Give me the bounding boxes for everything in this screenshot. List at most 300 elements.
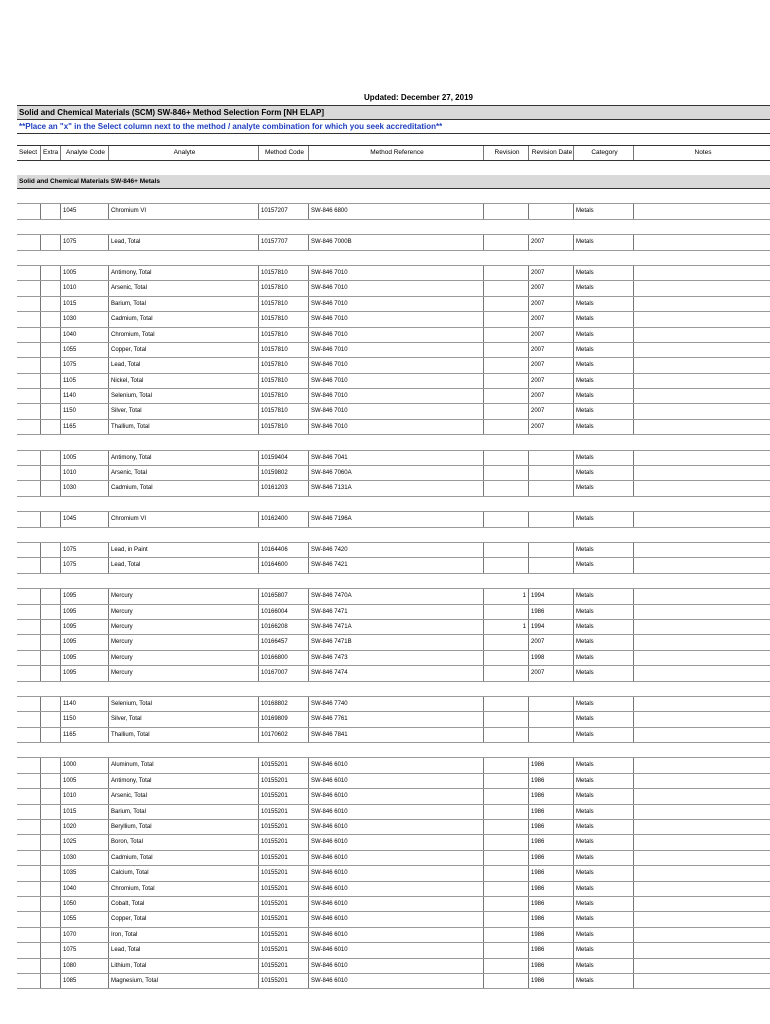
table-row [17,820,770,835]
revision-date-cell: 2007 [529,343,574,357]
method-code-cell: 10155201 [259,774,309,788]
method-reference-cell: SW-846 6010 [309,789,484,803]
method-code-cell: 10169809 [259,712,309,726]
blank-row [17,743,770,758]
method-reference-cell: SW-846 6010 [309,758,484,772]
col-header-category: Category [574,146,634,160]
select-cell[interactable] [17,866,41,880]
extra-cell [41,851,61,865]
method-reference-cell: SW-846 6010 [309,882,484,896]
method-reference-cell: SW-846 6800 [309,204,484,218]
notes-cell [634,266,770,280]
select-cell[interactable] [17,312,41,326]
select-cell[interactable] [17,897,41,911]
select-cell[interactable] [17,820,41,834]
analyte-cell: Cadmium, Total [109,851,259,865]
analyte-code-cell: 1000 [61,758,109,772]
select-cell[interactable] [17,789,41,803]
table-row [17,974,770,989]
analyte-cell: Mercury [109,605,259,619]
analyte-code-cell: 1030 [61,481,109,495]
category-cell: Metals [574,882,634,896]
revision-cell [484,374,529,388]
table-row [17,297,770,312]
extra-cell [41,820,61,834]
select-cell[interactable] [17,620,41,634]
select-cell[interactable] [17,558,41,572]
method-code-cell: 10157810 [259,312,309,326]
blank-row [17,251,770,266]
blank-row [17,189,770,204]
col-header-method-code: Method Code [259,146,309,160]
method-reference-cell: SW-846 6010 [309,897,484,911]
table-row [17,558,770,573]
revision-date-cell: 1986 [529,912,574,926]
table-row [17,651,770,666]
revision-cell [484,451,529,465]
method-code-cell: 10157810 [259,404,309,418]
category-cell: Metals [574,281,634,295]
select-cell[interactable] [17,204,41,218]
select-cell[interactable] [17,589,41,603]
revision-cell [484,404,529,418]
select-cell[interactable] [17,281,41,295]
select-cell[interactable] [17,712,41,726]
category-cell: Metals [574,712,634,726]
analyte-code-cell: 1040 [61,882,109,896]
method-code-cell: 10155201 [259,912,309,926]
blank-row [17,528,770,543]
category-cell: Metals [574,466,634,480]
analyte-cell: Iron, Total [109,928,259,942]
analyte-cell: Mercury [109,635,259,649]
spacer-row [17,133,770,145]
analyte-cell: Mercury [109,666,259,680]
method-reference-cell: SW-846 7010 [309,404,484,418]
notes-cell [634,466,770,480]
extra-cell [41,374,61,388]
notes-cell [634,697,770,711]
category-cell: Metals [574,589,634,603]
method-reference-cell: SW-846 6010 [309,912,484,926]
notes-cell [634,897,770,911]
analyte-code-cell: 1080 [61,959,109,973]
section-header: Solid and Chemical Materials SW-846+ Metals [17,175,770,189]
revision-date-cell: 1986 [529,866,574,880]
method-reference-cell: SW-846 7474 [309,666,484,680]
analyte-cell: Mercury [109,651,259,665]
method-code-cell: 10155201 [259,897,309,911]
select-cell[interactable] [17,297,41,311]
analyte-code-cell: 1105 [61,374,109,388]
table-row [17,343,770,358]
select-cell[interactable] [17,374,41,388]
table-row [17,635,770,650]
analyte-cell: Lead, Total [109,943,259,957]
notes-cell [634,297,770,311]
analyte-cell: Antimony, Total [109,266,259,280]
method-code-cell: 10155201 [259,851,309,865]
analyte-cell: Cadmium, Total [109,481,259,495]
analyte-cell: Arsenic, Total [109,466,259,480]
analyte-code-cell: 1140 [61,697,109,711]
notes-cell [634,620,770,634]
table-row [17,312,770,327]
analyte-cell: Barium, Total [109,805,259,819]
analyte-code-cell: 1095 [61,605,109,619]
revision-cell [484,281,529,295]
method-code-cell: 10155201 [259,974,309,988]
col-header-analyte-code: Analyte Code [61,146,109,160]
extra-cell [41,620,61,634]
extra-cell [41,404,61,418]
method-reference-cell: SW-846 7841 [309,728,484,742]
select-cell[interactable] [17,543,41,557]
analyte-code-cell: 1055 [61,343,109,357]
table-row [17,389,770,404]
select-cell[interactable] [17,835,41,849]
select-cell[interactable] [17,389,41,403]
category-cell: Metals [574,512,634,526]
analyte-code-cell: 1150 [61,712,109,726]
method-code-cell: 10166457 [259,635,309,649]
select-cell[interactable] [17,758,41,772]
analyte-cell: Lead, Total [109,558,259,572]
method-code-cell: 10170602 [259,728,309,742]
analyte-cell: Lead, Total [109,235,259,249]
select-cell[interactable] [17,481,41,495]
revision-date-cell: 2007 [529,266,574,280]
revision-cell [484,912,529,926]
notes-cell [634,235,770,249]
method-code-cell: 10155201 [259,959,309,973]
select-cell[interactable] [17,728,41,742]
revision-date-cell: 2007 [529,666,574,680]
select-cell[interactable] [17,882,41,896]
extra-cell [41,358,61,372]
revision-cell [484,805,529,819]
notes-cell [634,312,770,326]
category-cell: Metals [574,866,634,880]
analyte-cell: Arsenic, Total [109,281,259,295]
blank-row [17,435,770,450]
category-cell: Metals [574,558,634,572]
category-cell: Metals [574,266,634,280]
table-row [17,589,770,604]
notes-cell [634,374,770,388]
notes-cell [634,835,770,849]
method-reference-cell: SW-846 7010 [309,328,484,342]
analyte-cell: Copper, Total [109,343,259,357]
method-code-cell: 10155201 [259,789,309,803]
extra-cell [41,882,61,896]
notes-cell [634,204,770,218]
method-reference-cell: SW-846 7471A [309,620,484,634]
table-row [17,481,770,496]
revision-date-cell: 2007 [529,235,574,249]
extra-cell [41,235,61,249]
analyte-cell: Cadmium, Total [109,312,259,326]
select-cell[interactable] [17,851,41,865]
extra-cell [41,866,61,880]
notes-cell [634,404,770,418]
analyte-code-cell: 1070 [61,928,109,942]
revision-date-cell: 2007 [529,328,574,342]
notes-cell [634,974,770,988]
select-cell[interactable] [17,959,41,973]
blank-row [17,682,770,697]
table-row [17,512,770,527]
method-reference-cell: SW-846 6010 [309,774,484,788]
revision-cell [484,835,529,849]
select-cell[interactable] [17,928,41,942]
category-cell: Metals [574,235,634,249]
analyte-cell: Antimony, Total [109,451,259,465]
col-header-method-reference: Method Reference [309,146,484,160]
table-row [17,866,770,881]
extra-cell [41,651,61,665]
revision-cell [484,866,529,880]
method-reference-cell: SW-846 7060A [309,466,484,480]
method-reference-cell: SW-846 6010 [309,959,484,973]
notes-cell [634,543,770,557]
analyte-cell: Lithium, Total [109,959,259,973]
revision-cell [484,666,529,680]
revision-cell [484,651,529,665]
notes-cell [634,389,770,403]
table-row [17,712,770,727]
table-body [17,204,770,989]
select-cell[interactable] [17,666,41,680]
revision-cell [484,266,529,280]
analyte-code-cell: 1005 [61,266,109,280]
analyte-cell: Arsenic, Total [109,789,259,803]
select-cell[interactable] [17,451,41,465]
method-reference-cell: SW-846 6010 [309,805,484,819]
revision-date-cell: 1986 [529,943,574,957]
method-code-cell: 10157810 [259,389,309,403]
table-row [17,605,770,620]
spreadsheet [17,91,770,989]
analyte-cell: Nickel, Total [109,374,259,388]
notes-cell [634,758,770,772]
method-code-cell: 10155201 [259,943,309,957]
revision-date-cell [529,481,574,495]
revision-date-cell: 1986 [529,789,574,803]
revision-date-cell: 2007 [529,420,574,434]
analyte-code-cell: 1140 [61,389,109,403]
method-reference-cell: SW-846 6010 [309,943,484,957]
analyte-cell: Barium, Total [109,297,259,311]
select-cell[interactable] [17,605,41,619]
revision-date-cell: 1986 [529,959,574,973]
extra-cell [41,512,61,526]
select-cell[interactable] [17,266,41,280]
category-cell: Metals [574,928,634,942]
analyte-cell: Copper, Total [109,912,259,926]
col-header-select: Select [17,146,41,160]
updated-date: Updated: December 27, 2019 [364,93,473,102]
category-cell: Metals [574,697,634,711]
analyte-cell: Selenium, Total [109,389,259,403]
select-cell[interactable] [17,420,41,434]
select-cell[interactable] [17,235,41,249]
select-cell[interactable] [17,328,41,342]
extra-cell [41,974,61,988]
analyte-cell: Lead, Total [109,358,259,372]
extra-cell [41,543,61,557]
revision-cell: 1 [484,620,529,634]
method-code-cell: 10167007 [259,666,309,680]
method-reference-cell: SW-846 7420 [309,543,484,557]
table-row [17,543,770,558]
table-row [17,204,770,219]
category-cell: Metals [574,974,634,988]
notes-cell [634,820,770,834]
select-cell[interactable] [17,635,41,649]
category-cell: Metals [574,912,634,926]
select-cell[interactable] [17,404,41,418]
revision-date-cell: 1986 [529,897,574,911]
revision-date-cell: 1986 [529,820,574,834]
table-row [17,851,770,866]
revision-date-cell [529,204,574,218]
revision-date-cell: 1986 [529,758,574,772]
notes-cell [634,912,770,926]
analyte-cell: Silver, Total [109,712,259,726]
table-row [17,451,770,466]
method-code-cell: 10159802 [259,466,309,480]
table-row [17,266,770,281]
method-reference-cell: SW-846 7010 [309,312,484,326]
revision-date-cell: 1998 [529,651,574,665]
revision-date-cell: 1994 [529,620,574,634]
revision-date-cell: 2007 [529,635,574,649]
category-cell: Metals [574,543,634,557]
category-cell: Metals [574,312,634,326]
extra-cell [41,712,61,726]
table-row [17,897,770,912]
analyte-code-cell: 1040 [61,328,109,342]
select-cell[interactable] [17,512,41,526]
extra-cell [41,635,61,649]
revision-cell [484,897,529,911]
revision-date-cell: 2007 [529,389,574,403]
category-cell: Metals [574,943,634,957]
category-cell: Metals [574,635,634,649]
table-row [17,374,770,389]
extra-cell [41,789,61,803]
revision-cell [484,605,529,619]
select-cell[interactable] [17,774,41,788]
revision-cell [484,543,529,557]
revision-cell [484,481,529,495]
extra-cell [41,328,61,342]
extra-cell [41,912,61,926]
instruction-text: **Place an "x" in the Select column next to the method / analyte combination for which you seek accreditation** [17,119,770,133]
method-reference-cell: SW-846 6010 [309,851,484,865]
notes-cell [634,666,770,680]
revision-cell [484,635,529,649]
revision-cell [484,343,529,357]
revision-date-cell [529,712,574,726]
notes-cell [634,712,770,726]
analyte-cell: Mercury [109,589,259,603]
revision-cell [484,943,529,957]
analyte-code-cell: 1075 [61,558,109,572]
method-reference-cell: SW-846 7000B [309,235,484,249]
select-cell[interactable] [17,651,41,665]
method-reference-cell: SW-846 6010 [309,974,484,988]
extra-cell [41,959,61,973]
method-code-cell: 10168802 [259,697,309,711]
select-cell[interactable] [17,358,41,372]
analyte-code-cell: 1010 [61,789,109,803]
category-cell: Metals [574,758,634,772]
extra-cell [41,605,61,619]
analyte-cell: Boron, Total [109,835,259,849]
analyte-code-cell: 1095 [61,635,109,649]
analyte-code-cell: 1045 [61,512,109,526]
extra-cell [41,897,61,911]
analyte-cell: Cobalt, Total [109,897,259,911]
table-row [17,882,770,897]
extra-cell [41,558,61,572]
method-code-cell: 10157810 [259,374,309,388]
select-cell[interactable] [17,805,41,819]
notes-cell [634,343,770,357]
method-code-cell: 10166208 [259,620,309,634]
method-code-cell: 10155201 [259,835,309,849]
select-cell[interactable] [17,343,41,357]
category-cell: Metals [574,789,634,803]
method-code-cell: 10155201 [259,805,309,819]
analyte-code-cell: 1075 [61,543,109,557]
notes-cell [634,928,770,942]
category-cell: Metals [574,420,634,434]
method-reference-cell: SW-846 6010 [309,820,484,834]
revision-cell [484,297,529,311]
table-row [17,620,770,635]
analyte-code-cell: 1015 [61,297,109,311]
revision-cell [484,928,529,942]
analyte-code-cell: 1095 [61,651,109,665]
method-reference-cell: SW-846 7761 [309,712,484,726]
select-cell[interactable] [17,912,41,926]
col-header-revision: Revision [484,146,529,160]
category-cell: Metals [574,666,634,680]
select-cell[interactable] [17,466,41,480]
category-cell: Metals [574,835,634,849]
select-cell[interactable] [17,697,41,711]
select-cell[interactable] [17,974,41,988]
notes-cell [634,774,770,788]
revision-date-cell [529,466,574,480]
analyte-code-cell: 1030 [61,312,109,326]
revision-cell [484,235,529,249]
method-code-cell: 10155201 [259,882,309,896]
analyte-cell: Antimony, Total [109,774,259,788]
revision-cell [484,789,529,803]
method-code-cell: 10166004 [259,605,309,619]
method-reference-cell: SW-846 7470A [309,589,484,603]
method-reference-cell: SW-846 7010 [309,297,484,311]
method-code-cell: 10157810 [259,297,309,311]
select-cell[interactable] [17,943,41,957]
table-row [17,728,770,743]
category-cell: Metals [574,820,634,834]
category-cell: Metals [574,481,634,495]
